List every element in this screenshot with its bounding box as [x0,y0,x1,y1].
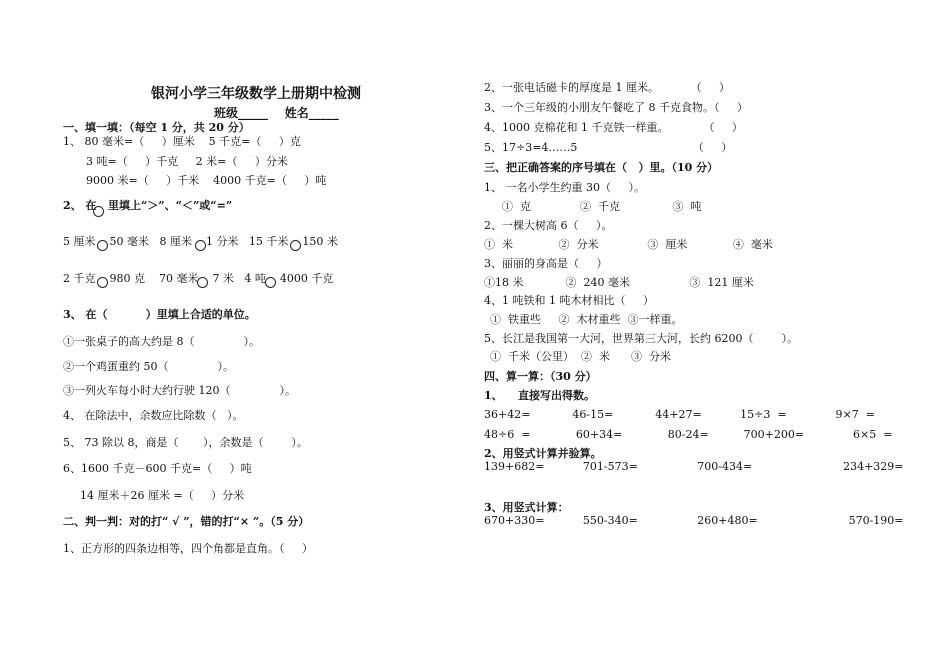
choice-2-options: ① 米 ② 分米 ③ 厘米 ④ 毫米 [484,238,773,251]
choice-3-options: ①18 米 ② 240 毫米 ③ 121 厘米 [484,276,754,289]
section-4-heading: 四、算一算：（30 分） [484,370,597,383]
choice-1-options: ① 克 ② 千克 ③ 吨 [502,200,702,213]
compare-circle[interactable] [97,240,108,251]
judge-item-4: 4、1000 克棉花和 1 千克铁一样重。 （ ） [484,121,743,134]
judge-item-1: 1、正方形的四条边相等，四个角都是直角。（ ） [63,542,313,555]
q1-line-c: 9000 米=（ ）千米 4000 千克=（ ）吨 [86,174,327,187]
q3-instruction: 3、 在（ ）里填上合适的单位。 [63,308,256,321]
page-title: 银河小学三年级数学上册期中检测 [151,86,361,102]
compare-circle[interactable] [290,240,301,251]
q6-line-b: 14 厘米＋26 厘米 =（ ）分米 [80,489,245,502]
judge-item-3: 3、一个三年级的小朋友午餐吃了 8 千克食物。（ ） [484,101,748,114]
choice-4-options: ① 铁重些 ② 木材重些 ③一样重。 [490,313,683,326]
calc-1-row-2: 48÷6 = 60+34= 80-24= 700+200= 6×5 = [484,428,893,441]
choice-3: 3、丽丽的身高是（ ） [484,257,608,270]
q1-line-a: 1、 80 毫米=（ ）厘米 5 千克=（ ）克 [63,135,301,148]
q3-item-1: ①一张桌子的高大约是 8（ ）。 [63,335,260,348]
calc-2-heading: 2、用竖式计算并验算。 [484,447,602,460]
q6-line-a: 6、1600 千克－600 千克=（ ）吨 [63,462,252,475]
q2-row-2: 2 千克 980 克 70 毫米 7 米 4 吨 4000 千克 [63,272,334,285]
section-1-heading: 一、填一填：（每空 1 分，共 20 分） [63,121,250,134]
q2-row-1: 5 厘米 50 毫米 8 厘米 1 分米 15 千米 150 米 [63,235,338,248]
calc-1-heading: 1、 直接写出得数。 [484,389,595,402]
q3-item-2: ②一个鸡蛋重约 50（ ）。 [63,360,234,373]
q3-item-3: ③一列火车每小时大约行驶 120（ ）。 [63,384,296,397]
q1-line-b: 3 吨=（ ）千克 2 米=（ ）分米 [86,155,288,168]
choice-5-options: ① 千米（公里） ② 米 ③ 分米 [490,350,671,363]
compare-circle[interactable] [197,277,208,288]
section-3-heading: 三、把正确答案的序号填在（ ）里。（10 分） [484,161,719,174]
compare-circle[interactable] [93,206,104,217]
q5: 5、 73 除以 8，商是（ ），余数是（ ）。 [63,436,308,449]
q4: 4、 在除法中，余数应比除数（ ）。 [63,409,244,422]
calc-3-heading: 3、用竖式计算： [484,501,569,514]
compare-circle[interactable] [97,277,108,288]
choice-2: 2、一棵大树高 6（ ）。 [484,219,613,232]
calc-1-row-1: 36+42= 46-15= 44+27= 15÷3 = 9×7 = [484,408,875,421]
compare-circle[interactable] [265,277,276,288]
judge-item-2: 2、一张电话磁卡的厚度是 1 厘米。 （ ） [484,81,730,94]
choice-4: 4、1 吨铁和 1 吨木材相比（ ） [484,294,654,307]
section-2-heading: 二、判一判：对的打“ √ ”，错的打“× ”。（5 分） [63,515,310,528]
choice-5: 5、长江是我国第一大河，世界第三大河，长约 6200（ ）。 [484,332,798,345]
q2-instruction: 2、 在 里填上“＞”、“＜”或“=” [63,199,233,212]
compare-circle[interactable] [195,240,206,251]
choice-1: 1、 一名小学生约重 30（ ）。 [484,181,645,194]
calc-2-row: 139+682= 701-573= 700-434= 234+329= [484,460,904,473]
calc-3-row: 670+330= 550-340= 260+480= 570-190= [484,514,904,527]
judge-item-5: 5、17÷3=4……5 （ ） [484,141,733,154]
class-name-line: 班级_____ 姓名_____ [214,106,339,120]
